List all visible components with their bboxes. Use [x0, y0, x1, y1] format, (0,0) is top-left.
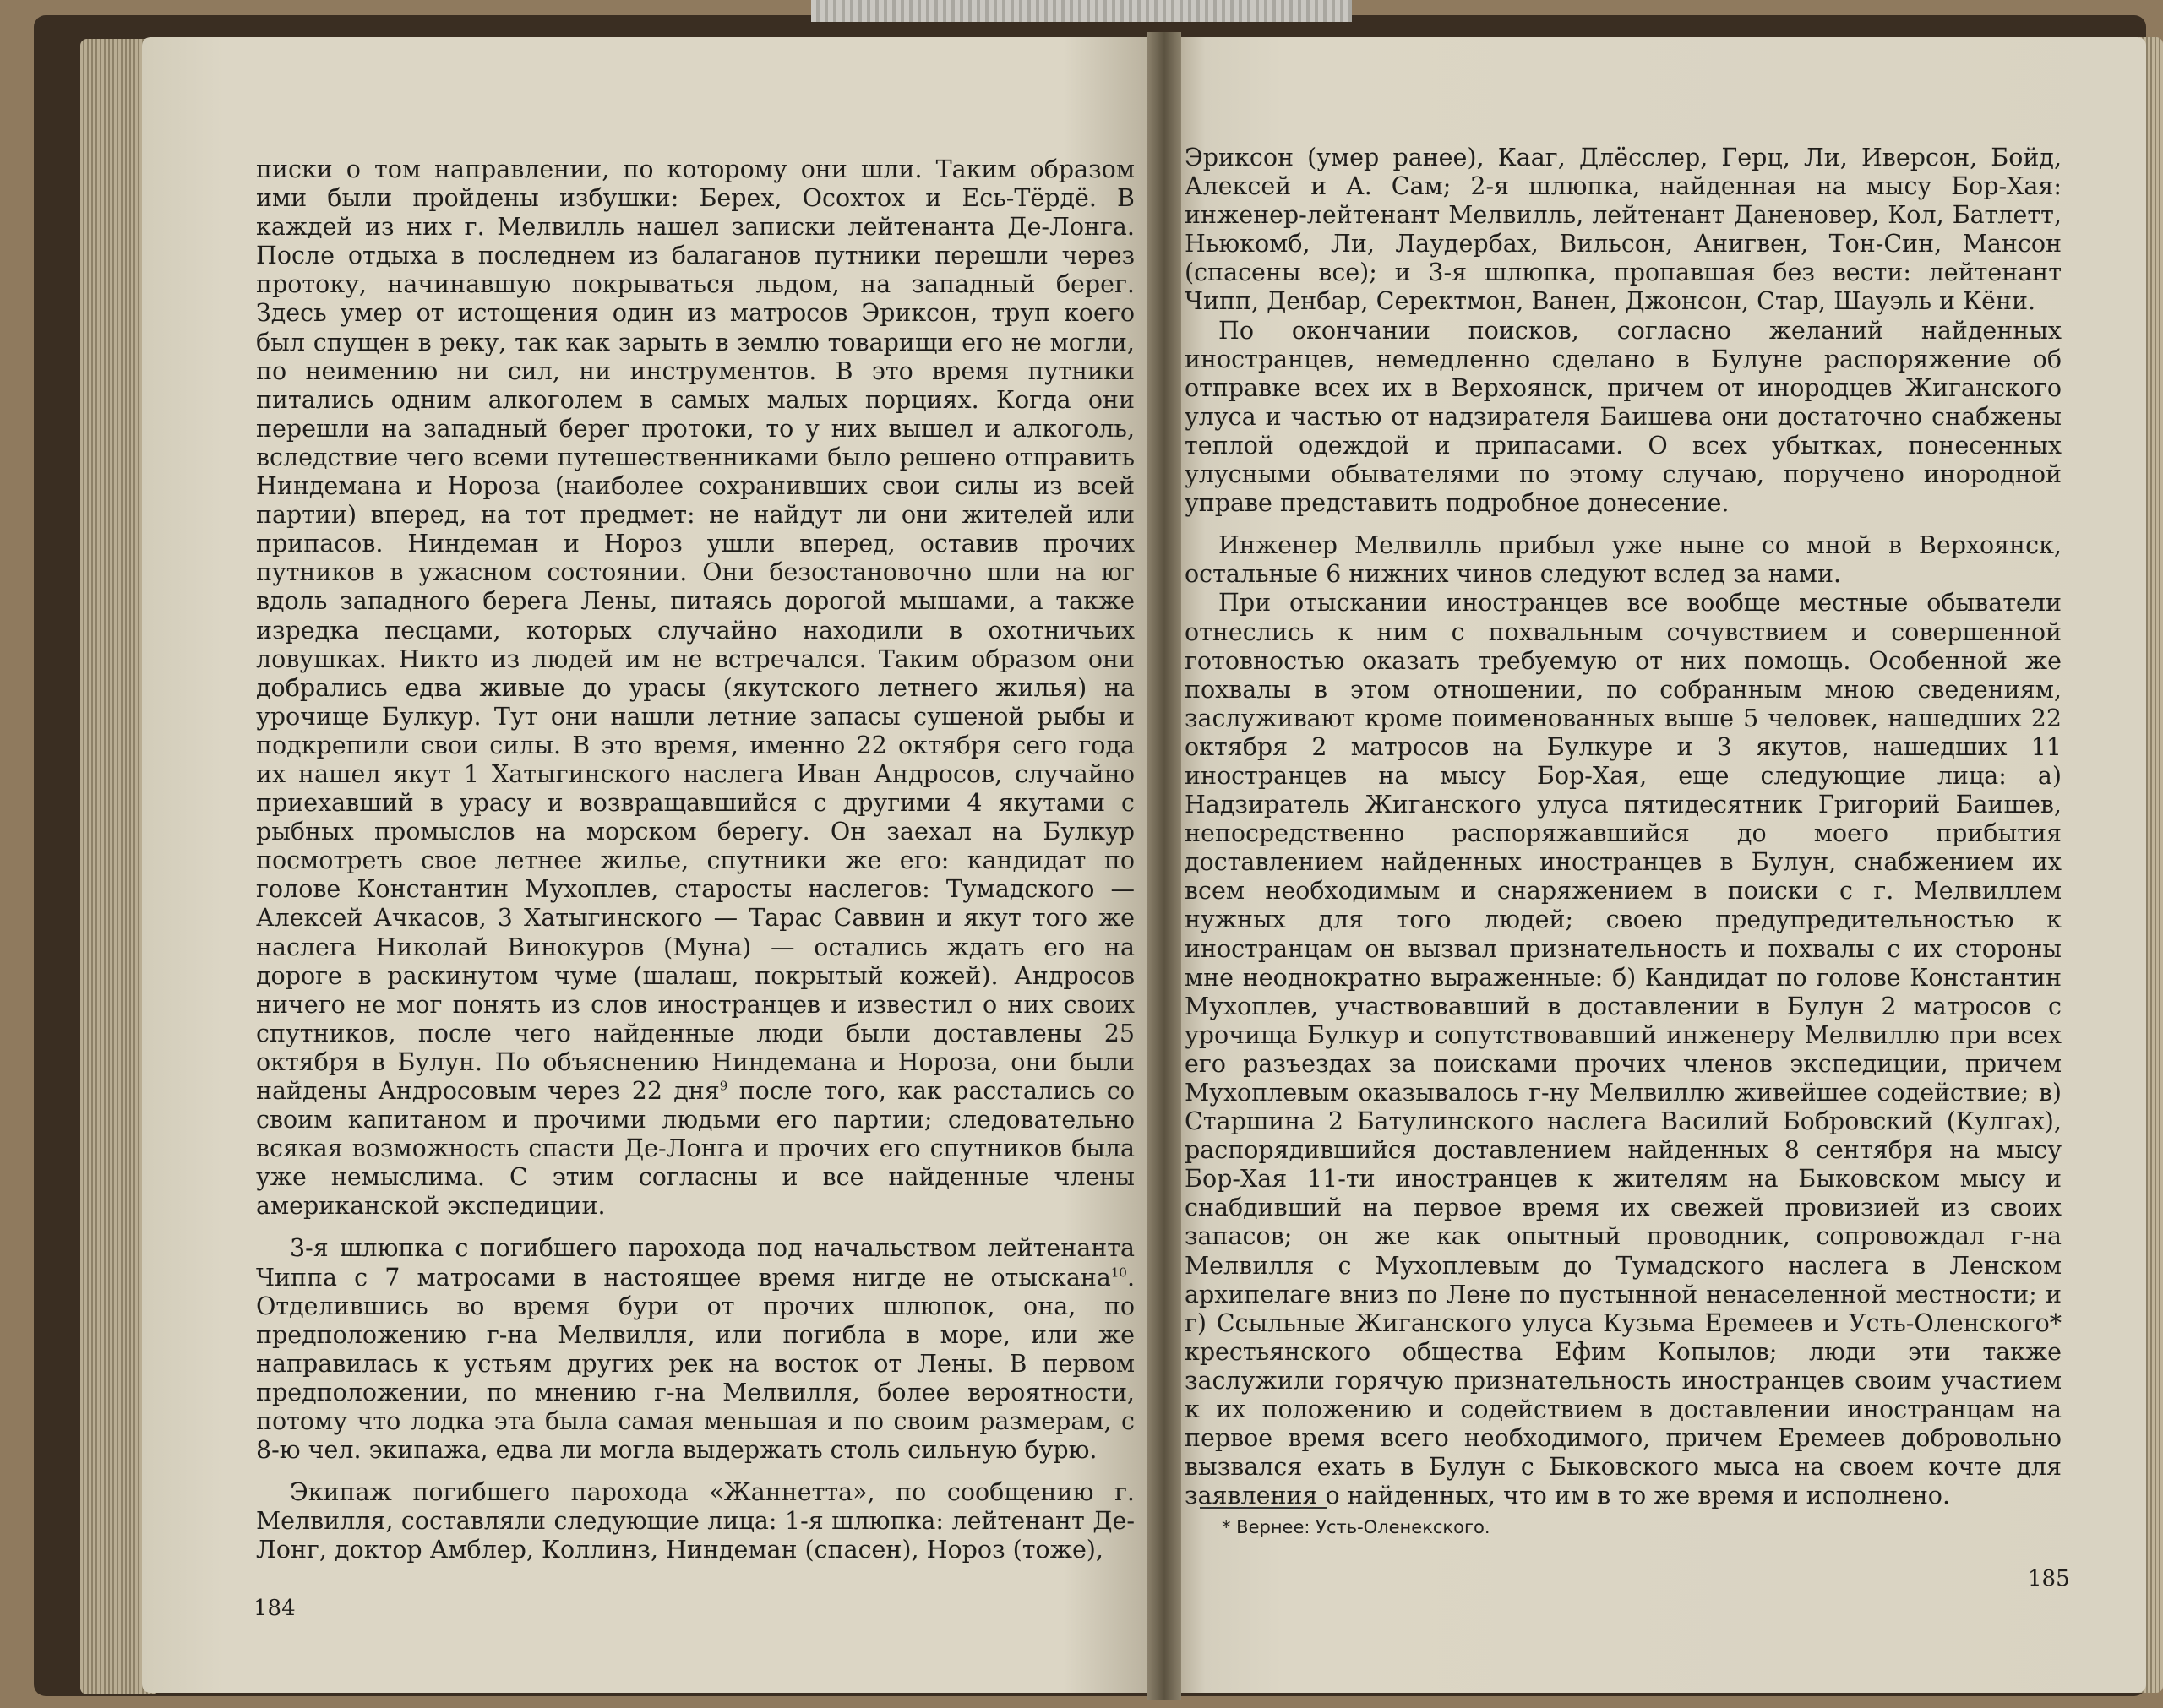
paragraph: [256, 1234, 1135, 1465]
paragraph-text: писки о том направлении, по которому они шли. Таким образом ими были пройдены избушки: Берех, Осохтох и Есь-Тёрдё. В каждей из них г. Мелвилль нашел записки лейтенанта Де-Лонга. После отдыха в последнем из балаганов путники перешли через протоку, начинавшую покрываться льдом, на западный берег. Здесь умер от истощения один из матросов Эриксон, труп коего был спущен в реку, так как зарыть в землю товарищи его не могли, по неимению ни сил, ни инструментов. В это время путники питались одним алкоголем в самых малых порциях. Когда они перешли на западный берег протоки, то у них вышел и алкоголь, вследствие чего всеми путешественниками было решено отправить Ниндемана и Нороза (наиболее сохранивших свои силы из всей партии) вперед, на тот предмет: не найдут ли они жителей или припасов. Ниндеман и Нороз ушли вперед, оставив прочих путников в ужасном состоянии. Они безостановочно шли на юг вдоль западного берега Лены, питаясь дорогой мышами, а также изредка песцами, которых случайно находили в охотничьих ловушках. Никто из людей им не встречался. Таким образом они добрались едва живые до урасы (якутского летнего жилья) на урочище Булкур. Тут они нашли летние запасы сушеной рыбы и подкрепили свои силы. В это время, именно 22 октября сего года их нашел якут 1 Хатыгинского наслега Иван Андросов, случайно приехавший в урасу и возвращавшийся с другими 4 якутами с рыбных промыслов на морском берегу. Он заехал на Булкур посмотреть свое летнее жилье, спутники же его: кандидат по голове Константин Мухоплев, старосты наслегов: Тумадского — Алексей Ачкасов, 3 Хатыгинского — Тарас Саввин и якут того же наслега Николай Винокуров (Муна) — остались ждать его на дороге в раскинутом чуме (шалаш, покрытый кожей). Андросов ничего не мог понять из слов иностранцев и известил о них своих спутников, после чего найденные люди были доставлены 25 октября в Булун. По объяснению Ниндемана и Нороза, они были найдены Андросовым через 22 дня: [256, 155, 1135, 1105]
note-mark: *: [2049, 1308, 2062, 1337]
paragraph-text: после того, как расстались со своим капитаном и прочими людьми его партии; следовательно всякая возможность спасти Де-Лонга и прочих его спутников была уже немыслима. С этим согласны и все найденные члены американской экспедиции.: [256, 1077, 1135, 1221]
right-page-text: [1185, 144, 2062, 1510]
right-page: [1166, 37, 2146, 1693]
note-ref: 10: [1110, 1265, 1127, 1281]
paragraph: По окончании поисков, согласно желаний найденных иностранцев, немедленно сделано в Булуне распоряжение об отправке всех их в Верхоянск, причем от инородцев Жиганского улуса и частью от надзирателя Баишева они достаточно снабжены теплой одеждой и припасами. О всех убытках, понесенных улусными обывателями по этому случаю, поручено инородной управе представить подробное донесение.: [1185, 316, 2062, 518]
left-page-text: [256, 155, 1135, 1565]
paragraph: [1185, 589, 2062, 1510]
book-spine: [1147, 32, 1181, 1700]
paragraph-text: При отыскании иностранцев все вообще местные обыватели отнеслись к ним с похвальным сочувствием и совершенной готовностью оказать требуемую от них помощь. Особенной же похвалы в этом отношении, по собранным мною сведениям, заслуживают кроме поименованных выше 5 человек, нашедших 22 октября 2 матросов на Булкуре и 3 якутов, нашедших 11 иностранцев на мысу Бор-Хая, еще следующие лица: а) Надзиратель Жиганского улуса пятидесятник Григорий Баишев, непосредственно распоряжавшийся до моего прибытия доставлением найденных иностранцев в Булун, снабжением их всем необходимым и снаряжением в поиски с г. Мелвиллем нужных для того людей; своею предупредительностью к иностранцам он вызвал признательность и похвалы с их стороны мне неоднократно выраженные: б) Кандидат по голове Константин Мухоплев, участвовавший в доставлении в Булун 2 матросов с урочища Булкур и сопутствовавший инженеру Мелвиллю при всех его разъездах за поисками прочих членов экспедиции, причем Мухоплевым оказывалось г-ну Мелвиллю живейшее содействие; в) Старшина 2 Батулинского наслега Василий Бобровский (Кулгах), распорядившийся доставлением найденных 8 сентября на мысу Бор-Хая 11-ти иностранцев к жителям на Быковском мысу и снабдивший на первое время их свежей провизией из своих запасов; он же как опытный проводник, сопровождал г-на Мелвилля с Мухоплевым до Тумадского наслега в Ленском архипелаге вниз по Лене по пустынной ненаселенной местности; и г) Ссыльные Жиганского улуса Кузьма Еремеев и Усть-Оленского: [1185, 589, 2062, 1337]
book-spread: [34, 15, 2146, 1696]
footnote: * Вернее: Усть-Оленекского.: [1222, 1517, 1490, 1537]
paragraph: Инженер Мелвилль прибыл уже ныне со мной в Верхоянск, остальные 6 нижних чинов следуют вслед за нами.: [1185, 531, 2062, 589]
footnote-rule: [1200, 1507, 1327, 1509]
note-ref: 9: [719, 1078, 728, 1094]
page-number: 184: [253, 1596, 296, 1621]
left-page: [142, 37, 1166, 1693]
page-number: 185: [2028, 1566, 2070, 1591]
paragraph-text: крестьянского общества Ефим Копылов; люди эти также заслужили горячую признательность иностранцев своим участием к их положению и содействием в доставлении иностранцам на первое время всего необходимого, причем Еремеев добровольно вызвался ехать в Булун с Быковского мыса на своем кочте для заявления о найденных, что им в то же время и исполнено.: [1185, 1337, 2062, 1510]
paragraph: Эриксон (умер ранее), Кааг, Длёсслер, Герц, Ли, Иверсон, Бойд, Алексей и А. Сам; 2-я шлюпка, найденная на мысу Бор-Хая: инженер-лейтенант Мелвилль, лейтенант Даненовер, Кол, Батлетт, Ньюкомб, Ли, Лаудербах, Вильсон, Анигвен, Тон-Син, Мансон (спасены все); и 3-я шлюпка, пропавшая без вести: лейтенант Чипп, Денбар, Серектмон, Ванен, Джонсон, Стар, Шауэль и Кёни.: [1185, 144, 2062, 316]
headband: [811, 0, 1352, 22]
paragraph: Экипаж погибшего парохода «Жаннетта», по сообщению г. Мелвилля, составляли следующие лица: 1-я шлюпка: лейтенант Де-Лонг, доктор Амблер, Коллинз, Ниндеман (спасен), Нороз (тоже),: [256, 1478, 1135, 1564]
paragraph-text: 3-я шлюпка с погибшего парохода под начальством лейтенанта Чиппа с 7 матросами в настоящее время нигде не отыскана: [256, 1234, 1135, 1292]
paragraph-text: . Отделившись во время бури от прочих шлюпок, она, по предположению г-на Мелвилля, или погибла в море, или же направилась к устьям других рек на восток от Лены. В первом предположении, по мнению г-на Мелвилля, более вероятности, потому что лодка эта была самая меньшая и по своим размерам, с 8-ю чел. экипажа, едва ли могла выдержать столь сильную бурю.: [256, 1263, 1135, 1465]
paragraph: [256, 155, 1135, 1221]
